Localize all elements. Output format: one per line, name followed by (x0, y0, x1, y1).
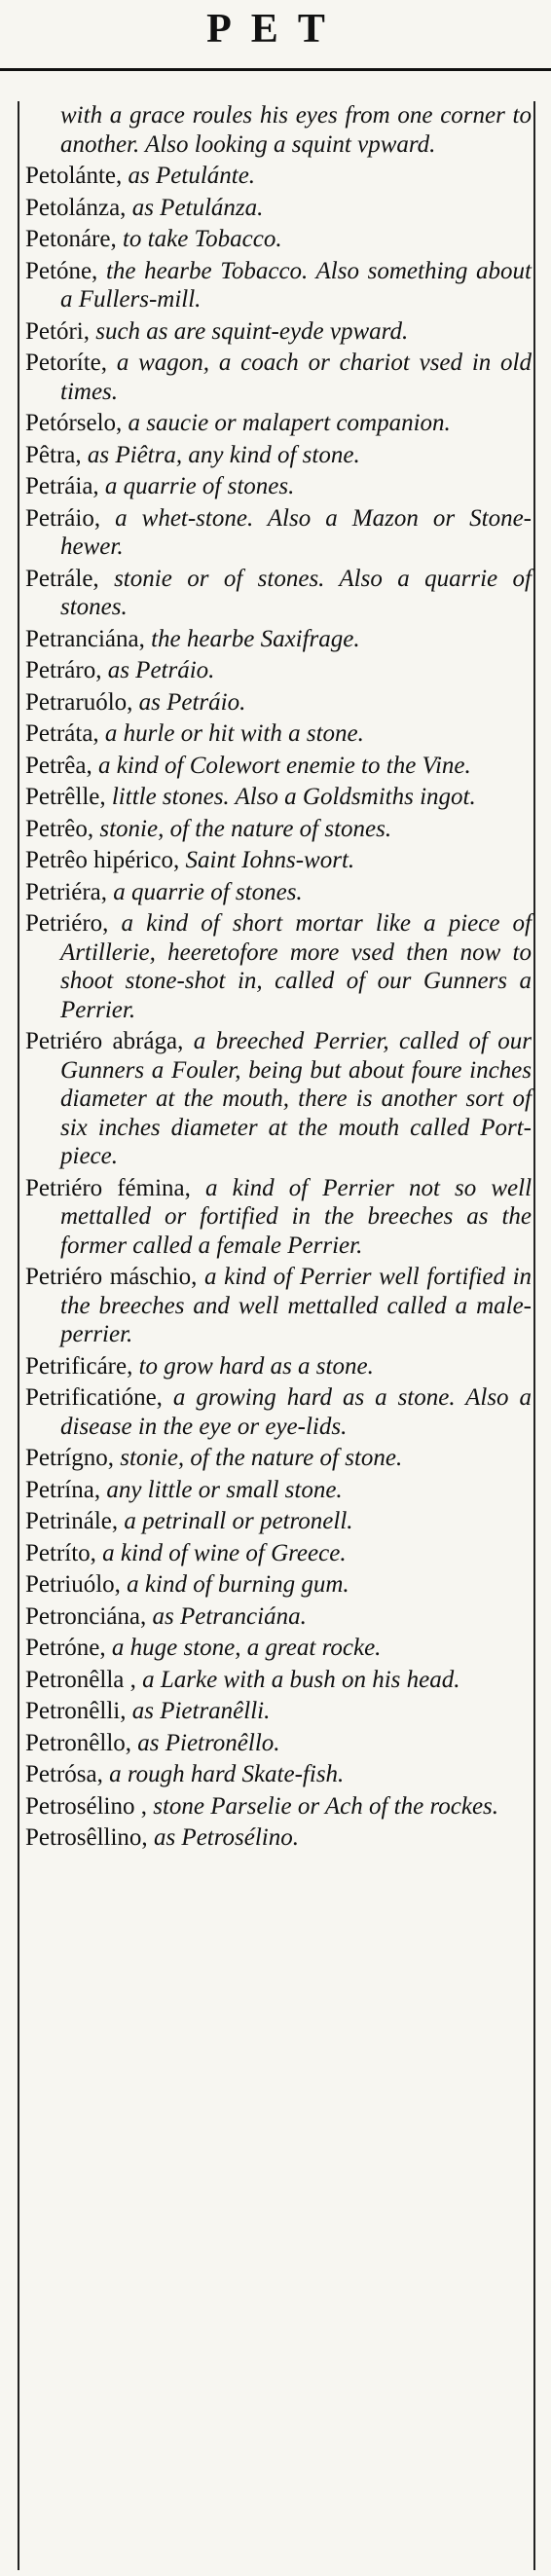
entry-definition: little stones. Also a Goldsmiths ingot. (111, 784, 476, 810)
dictionary-entry (25, 1760, 532, 1789)
entry-definition: such as are squint-eyde vpward. (95, 317, 409, 345)
dictionary-entry (25, 783, 532, 812)
entry-definition: a kind of burning gum. (127, 1571, 349, 1598)
entry-definition: stonie, of the nature of stone. (120, 1445, 403, 1471)
entry-headword: Petóri, (25, 317, 90, 345)
entry-definition: a petrinall or petronell. (124, 1508, 353, 1534)
entry-definition: as Petráio. (107, 657, 215, 683)
entry-definition: a hurle or hit with a stone. (104, 720, 364, 747)
entry-definition: a huge stone, a great rocke. (111, 1635, 382, 1661)
dictionary-entry (25, 1263, 532, 1349)
dictionary-entry (25, 878, 532, 907)
dictionary-entry (25, 656, 532, 685)
entry-headword: Petráta, (25, 720, 99, 747)
entry-headword: Petriéro, (25, 910, 109, 937)
entry-headword: Petronêlla , (25, 1666, 136, 1693)
dictionary-entry (25, 688, 532, 718)
dictionary-entry (25, 1027, 532, 1171)
dictionary-entry (25, 1823, 532, 1853)
entry-definition: a saucie or malapert companion. (128, 410, 451, 436)
entry-headword: Petrína, (25, 1476, 101, 1503)
dictionary-entry (25, 909, 532, 1024)
entry-definition: stonie, of the nature of stones. (99, 815, 392, 842)
dictionary-column (25, 101, 532, 1856)
header-rule (0, 68, 551, 71)
entry-definition: a kind of wine of Greece. (102, 1539, 347, 1566)
dictionary-entry (25, 719, 532, 749)
entry-headword: Petronciána, (25, 1602, 147, 1630)
entry-headword: Petrosêllino, (25, 1824, 148, 1851)
column-left-rule (18, 101, 19, 2570)
dictionary-entry (25, 846, 532, 875)
dictionary-entry (25, 1444, 532, 1473)
entry-headword: Petriuólo, (25, 1571, 121, 1598)
entry-definition: the hearbe Tobacco. Also something about a Fullers-mill. (60, 257, 533, 313)
entry-headword: Petrále, (25, 565, 99, 592)
entry-headword: Petráro, (25, 657, 102, 683)
entry-definition: a kind of Perrier well fortified in the breeches and well mettalled called a male-perrier. (60, 1264, 533, 1347)
entry-headword: Petrígno, (25, 1445, 114, 1471)
dictionary-entry (25, 815, 532, 844)
entry-headword: Petrificáre, (25, 1352, 133, 1380)
entry-headword: Petriéro máschio, (25, 1264, 198, 1290)
entry-headword: Petraruólo, (25, 688, 133, 716)
entry-definition: a quarrie of stones. (113, 878, 303, 905)
entry-headword: Petórselo, (25, 410, 123, 436)
entry-headword: Petoríte, (25, 350, 108, 376)
entry-definition: a wagon, a coach or chariot vsed in old times. (60, 350, 532, 405)
column-right-rule (533, 101, 535, 2570)
dictionary-entry (25, 162, 532, 191)
dictionary-entry (25, 1539, 532, 1568)
entry-headword: Petrêa, (25, 752, 92, 779)
entry-definition: as Petrosélino. (153, 1824, 299, 1851)
dictionary-entry (25, 1174, 532, 1261)
dictionary-entry (25, 441, 532, 470)
entry-headword: Petráia, (25, 473, 99, 499)
entry-definition: as Pietronêllo. (137, 1729, 280, 1756)
entry-definition: as Petranciána. (152, 1602, 307, 1630)
entry-headword: Petronêlli, (25, 1698, 127, 1724)
entry-headword: Petrêo, (25, 815, 94, 842)
entry-headword: Petráio, (25, 504, 101, 532)
entry-definition: as Piêtra, any kind of stone. (87, 441, 360, 468)
dictionary-entry (25, 565, 532, 622)
entry-definition: Saint Iohns-wort. (185, 847, 355, 873)
entry-definition: a Larke with a bush on his head. (142, 1666, 460, 1693)
entry-headword: Petriéro fémina, (25, 1174, 191, 1201)
entry-headword: Petóne, (25, 257, 98, 284)
dictionary-entry (25, 1507, 532, 1536)
dictionary-entry (25, 1352, 532, 1381)
entry-headword: Petrósa, (25, 1761, 103, 1787)
dictionary-entry (25, 1602, 532, 1632)
entry-headword: Petonáre, (25, 226, 117, 252)
entry-definition: stone Parselie or Ach of the rockes. (153, 1792, 499, 1820)
entry-definition: to take Tobacco. (122, 226, 282, 252)
page-header (0, 0, 551, 62)
entry-definition: a kind of short mortar like a piece of Artillerie, heeretofore more vsed then now to shoot stone-shot in, called of our Gunners a Perrier. (60, 910, 532, 1023)
dictionary-entry (25, 752, 532, 781)
dictionary-entry (25, 225, 532, 254)
entry-definition: a growing hard as a stone. Also a disease in the eye or eye-lids. (60, 1384, 533, 1440)
dictionary-entry (25, 625, 532, 654)
entry-headword: Petrêlle, (25, 784, 106, 810)
entry-headword: Petriéro abrága, (25, 1028, 184, 1054)
entry-definition: the hearbe Saxifrage. (151, 625, 360, 652)
dictionary-entry (25, 1570, 532, 1600)
entry-headword: Petrosélino , (25, 1792, 147, 1820)
entry-definition: as Petulánza. (131, 194, 264, 221)
dictionary-entry (25, 1666, 532, 1695)
entry-definition: to grow hard as a stone. (138, 1352, 374, 1380)
dictionary-entry (25, 349, 532, 406)
dictionary-entry (25, 257, 532, 314)
entry-definition: any little or small stone. (106, 1476, 343, 1503)
entry-headword: Petranciána, (25, 625, 145, 652)
entry-headword: Petrificatióne, (25, 1384, 163, 1411)
dictionary-entry (25, 101, 532, 159)
entry-definition: a kind of Perrier not so well mettalled or fortified in the breeches as the former called a female Perrier. (60, 1174, 533, 1259)
dictionary-entry (25, 1729, 532, 1758)
entry-headword: Petríto, (25, 1539, 96, 1566)
entry-headword: Petróne, (25, 1635, 106, 1661)
entry-headword: Petrêo hipérico, (25, 847, 180, 873)
dictionary-entry (25, 1792, 532, 1822)
entry-definition: as Petráio. (138, 688, 246, 716)
entry-definition: a rough hard Skate-fish. (109, 1761, 345, 1787)
entry-definition: a kind of Colewort enemie to the Vine. (97, 752, 471, 779)
dictionary-entry (25, 409, 532, 438)
dictionary-entry (25, 1634, 532, 1663)
dictionary-entry (25, 1697, 532, 1726)
entry-headword: Petronêllo, (25, 1729, 132, 1756)
entry-definition: a whet-stone. Also a Mazon or Stone-hewer. (60, 504, 532, 560)
entry-headword: Petolánte, (25, 163, 123, 189)
dictionary-entry (25, 194, 532, 223)
dictionary-entry (25, 504, 532, 562)
dictionary-entry (25, 1476, 532, 1505)
entry-headword: Petriéra, (25, 878, 107, 905)
entry-definition: as Petulánte. (128, 163, 256, 189)
entry-definition: a breeched Perrier, called of our Gunners a Fouler, being but about foure inches diameter at the mouth, there is another sort of six inches diameter at the mouth called Port-piece. (60, 1028, 532, 1169)
entry-headword: Pêtra, (25, 441, 82, 468)
entry-definition: as Pietranêlli. (131, 1698, 271, 1724)
entry-headword: Petrinále, (25, 1508, 119, 1534)
entry-definition: with a grace roules his eyes from one corner to another. Also looking a squint vpward. (60, 102, 532, 158)
page-title: PET (206, 7, 345, 52)
dictionary-entry (25, 472, 532, 501)
entry-headword: Petolánza, (25, 194, 127, 221)
entry-definition: stonie or of stones. Also a quarrie of stones. (60, 565, 532, 620)
dictionary-entry (25, 317, 532, 347)
entry-definition: a quarrie of stones. (104, 473, 295, 499)
dictionary-entry (25, 1383, 532, 1441)
